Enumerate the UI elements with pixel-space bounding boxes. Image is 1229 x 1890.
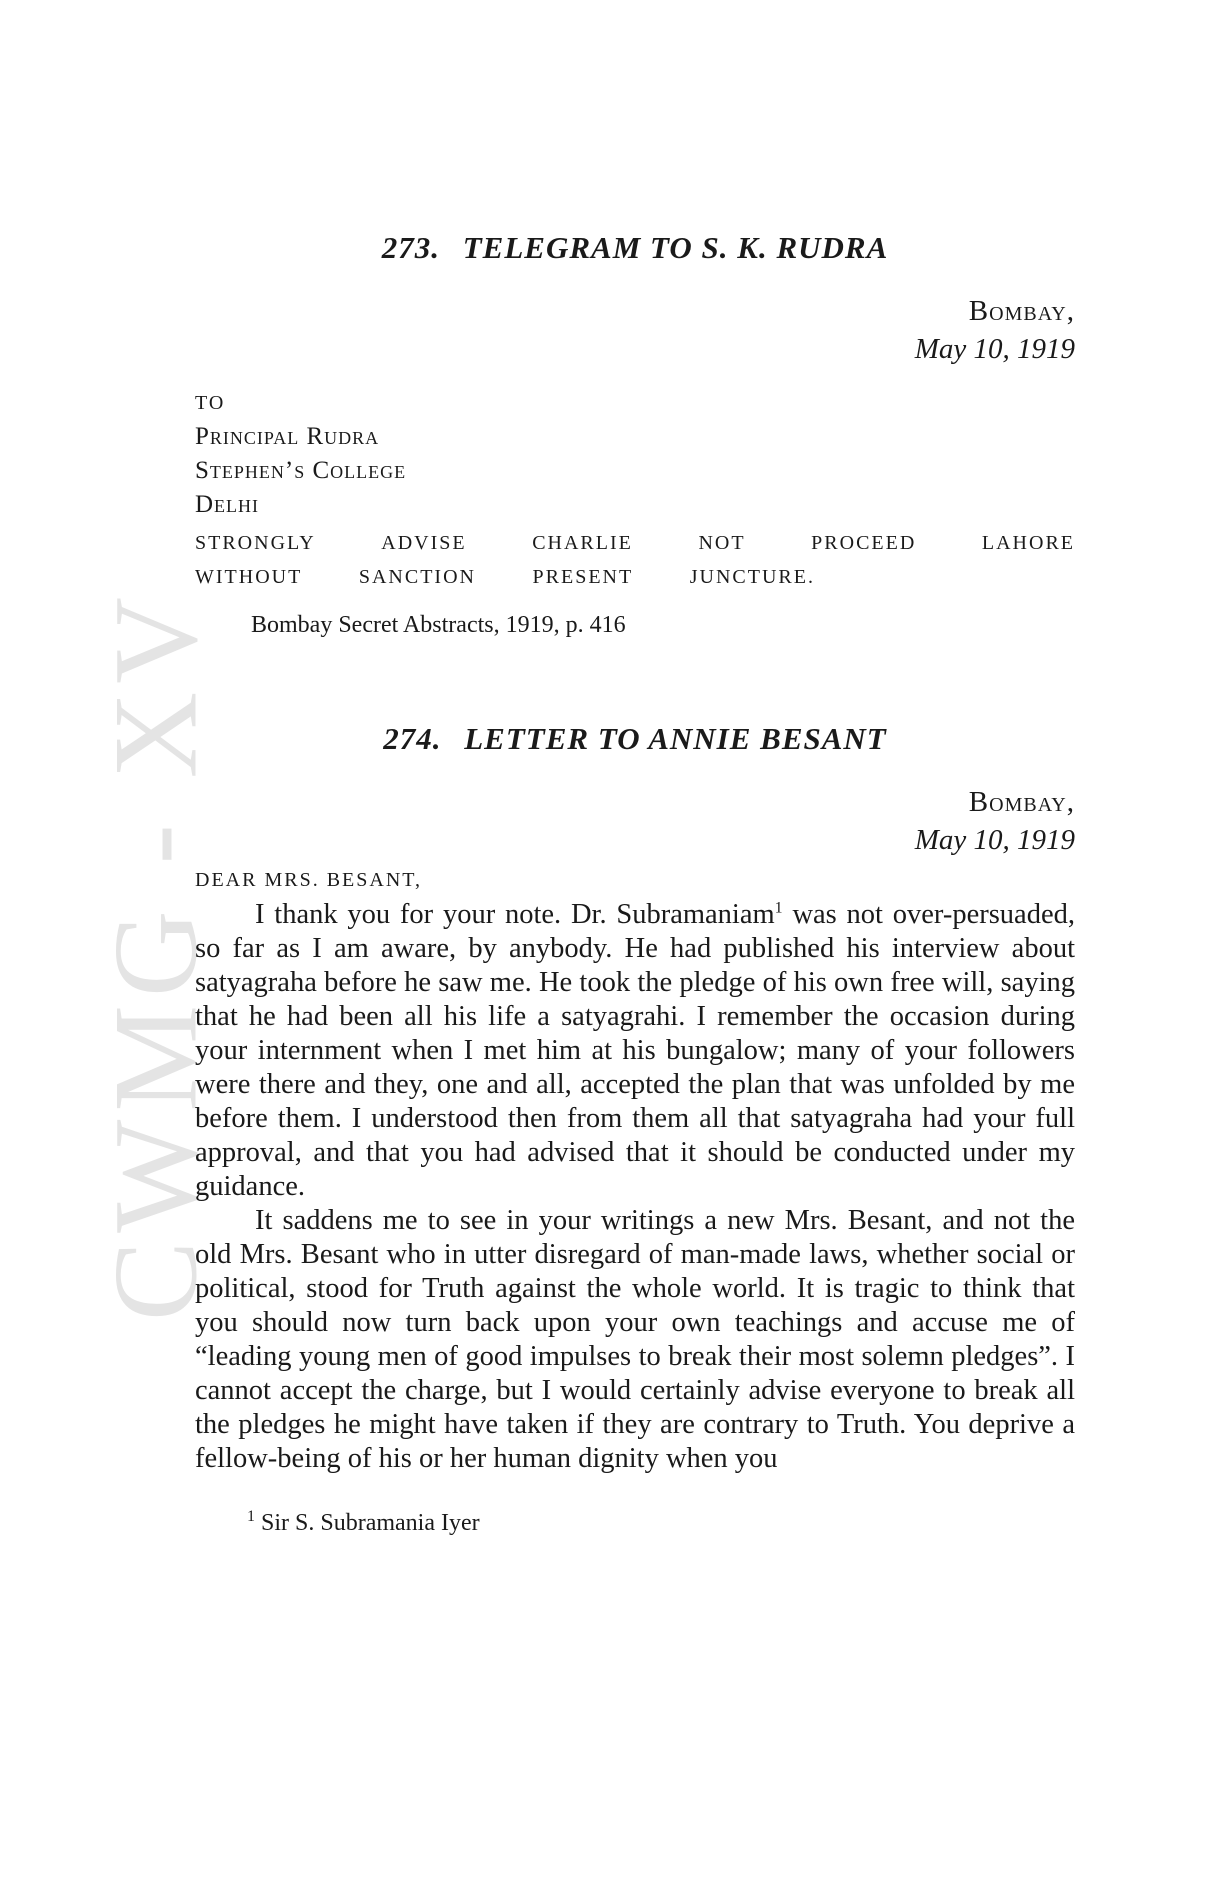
- telegram-word: JUNCTURE.: [689, 566, 815, 588]
- item-274-place: Bombay,: [968, 786, 1075, 818]
- address-recipient: Principal Rudra: [195, 423, 380, 450]
- watermark-text: CWMG - XV: [88, 589, 222, 1321]
- telegram-word: NOT: [698, 532, 746, 554]
- footnote: [247, 1510, 1075, 1537]
- telegram-line-1: [195, 526, 1075, 560]
- letter-salutation: DEAR MRS. BESANT,: [195, 869, 422, 891]
- item-274-place-date: [195, 783, 1075, 859]
- document-page: [195, 230, 1075, 1537]
- item-273-date: May 10, 1919: [914, 333, 1075, 365]
- item-274-number: 274.: [383, 721, 442, 756]
- address-to: TO: [195, 392, 226, 414]
- item-274-title: LETTER TO ANNIE BESANT: [464, 721, 887, 756]
- address-city: Delhi: [195, 491, 260, 518]
- telegram-word: WITHOUT: [195, 566, 303, 588]
- paragraph-1-text-b: was not over-persuaded, so far as I am aware, by anybody. He had published his interview about satyagraha before he saw me. He took the pledge of his own free will, saying that he had been all his life a satyagrahi. I remember the occasion during your internment when I met him at his bungalow; many of your followers were there and they, one and all, accepted the plan that was unfolded by me before them. I understood then from them all that satyagraha had your full approval, and that you had advised that it should be conducted under my guidance.: [195, 899, 1075, 1202]
- address-institution: Stephen’s College: [195, 457, 407, 484]
- letter-paragraph-1: [195, 898, 1075, 1204]
- telegram-word: PROCEED: [811, 532, 917, 554]
- telegram-word: PRESENT: [532, 566, 634, 588]
- item-274-date: May 10, 1919: [914, 824, 1075, 856]
- footnote-text: Sir S. Subramania Iyer: [255, 1510, 480, 1536]
- telegram-address: [195, 386, 1075, 522]
- paragraph-1-text-a: I thank you for your note. Dr. Subramaniam: [255, 899, 775, 930]
- telegram-line-2: [195, 560, 815, 594]
- item-273-place: Bombay,: [968, 295, 1075, 327]
- letter-paragraph-2: It saddens me to see in your writings a new Mrs. Besant, and not the old Mrs. Besant who in utter disregard of man-made laws, whether social or political, stood for Truth against the whole world. It is tragic to think that you should now turn back upon your own teachings and accuse me of “leading young men of good impulses to break their most solemn pledges”. I cannot accept the charge, but I would certainly advise everyone to break all the pledges he might have taken if they are contrary to Truth. You deprive a fellow-being of his or her human dignity when you: [195, 1205, 1075, 1474]
- item-273-place-date: [195, 292, 1075, 368]
- telegram-word: STRONGLY: [195, 532, 316, 554]
- item-273-heading: [195, 230, 1075, 266]
- item-273-source: Bombay Secret Abstracts, 1919, p. 416: [251, 612, 626, 638]
- footnote-reference: 1: [774, 899, 783, 917]
- item-273-number: 273.: [381, 230, 440, 265]
- item-274-heading: [195, 721, 1075, 757]
- item-273-title: TELEGRAM TO S. K. RUDRA: [462, 230, 889, 265]
- telegram-word: CHARLIE: [532, 532, 633, 554]
- telegram-word: LAHORE: [981, 532, 1075, 554]
- footnote-mark: 1: [247, 1508, 255, 1525]
- telegram-word: SANCTION: [358, 566, 476, 588]
- telegram-word: ADVISE: [381, 532, 467, 554]
